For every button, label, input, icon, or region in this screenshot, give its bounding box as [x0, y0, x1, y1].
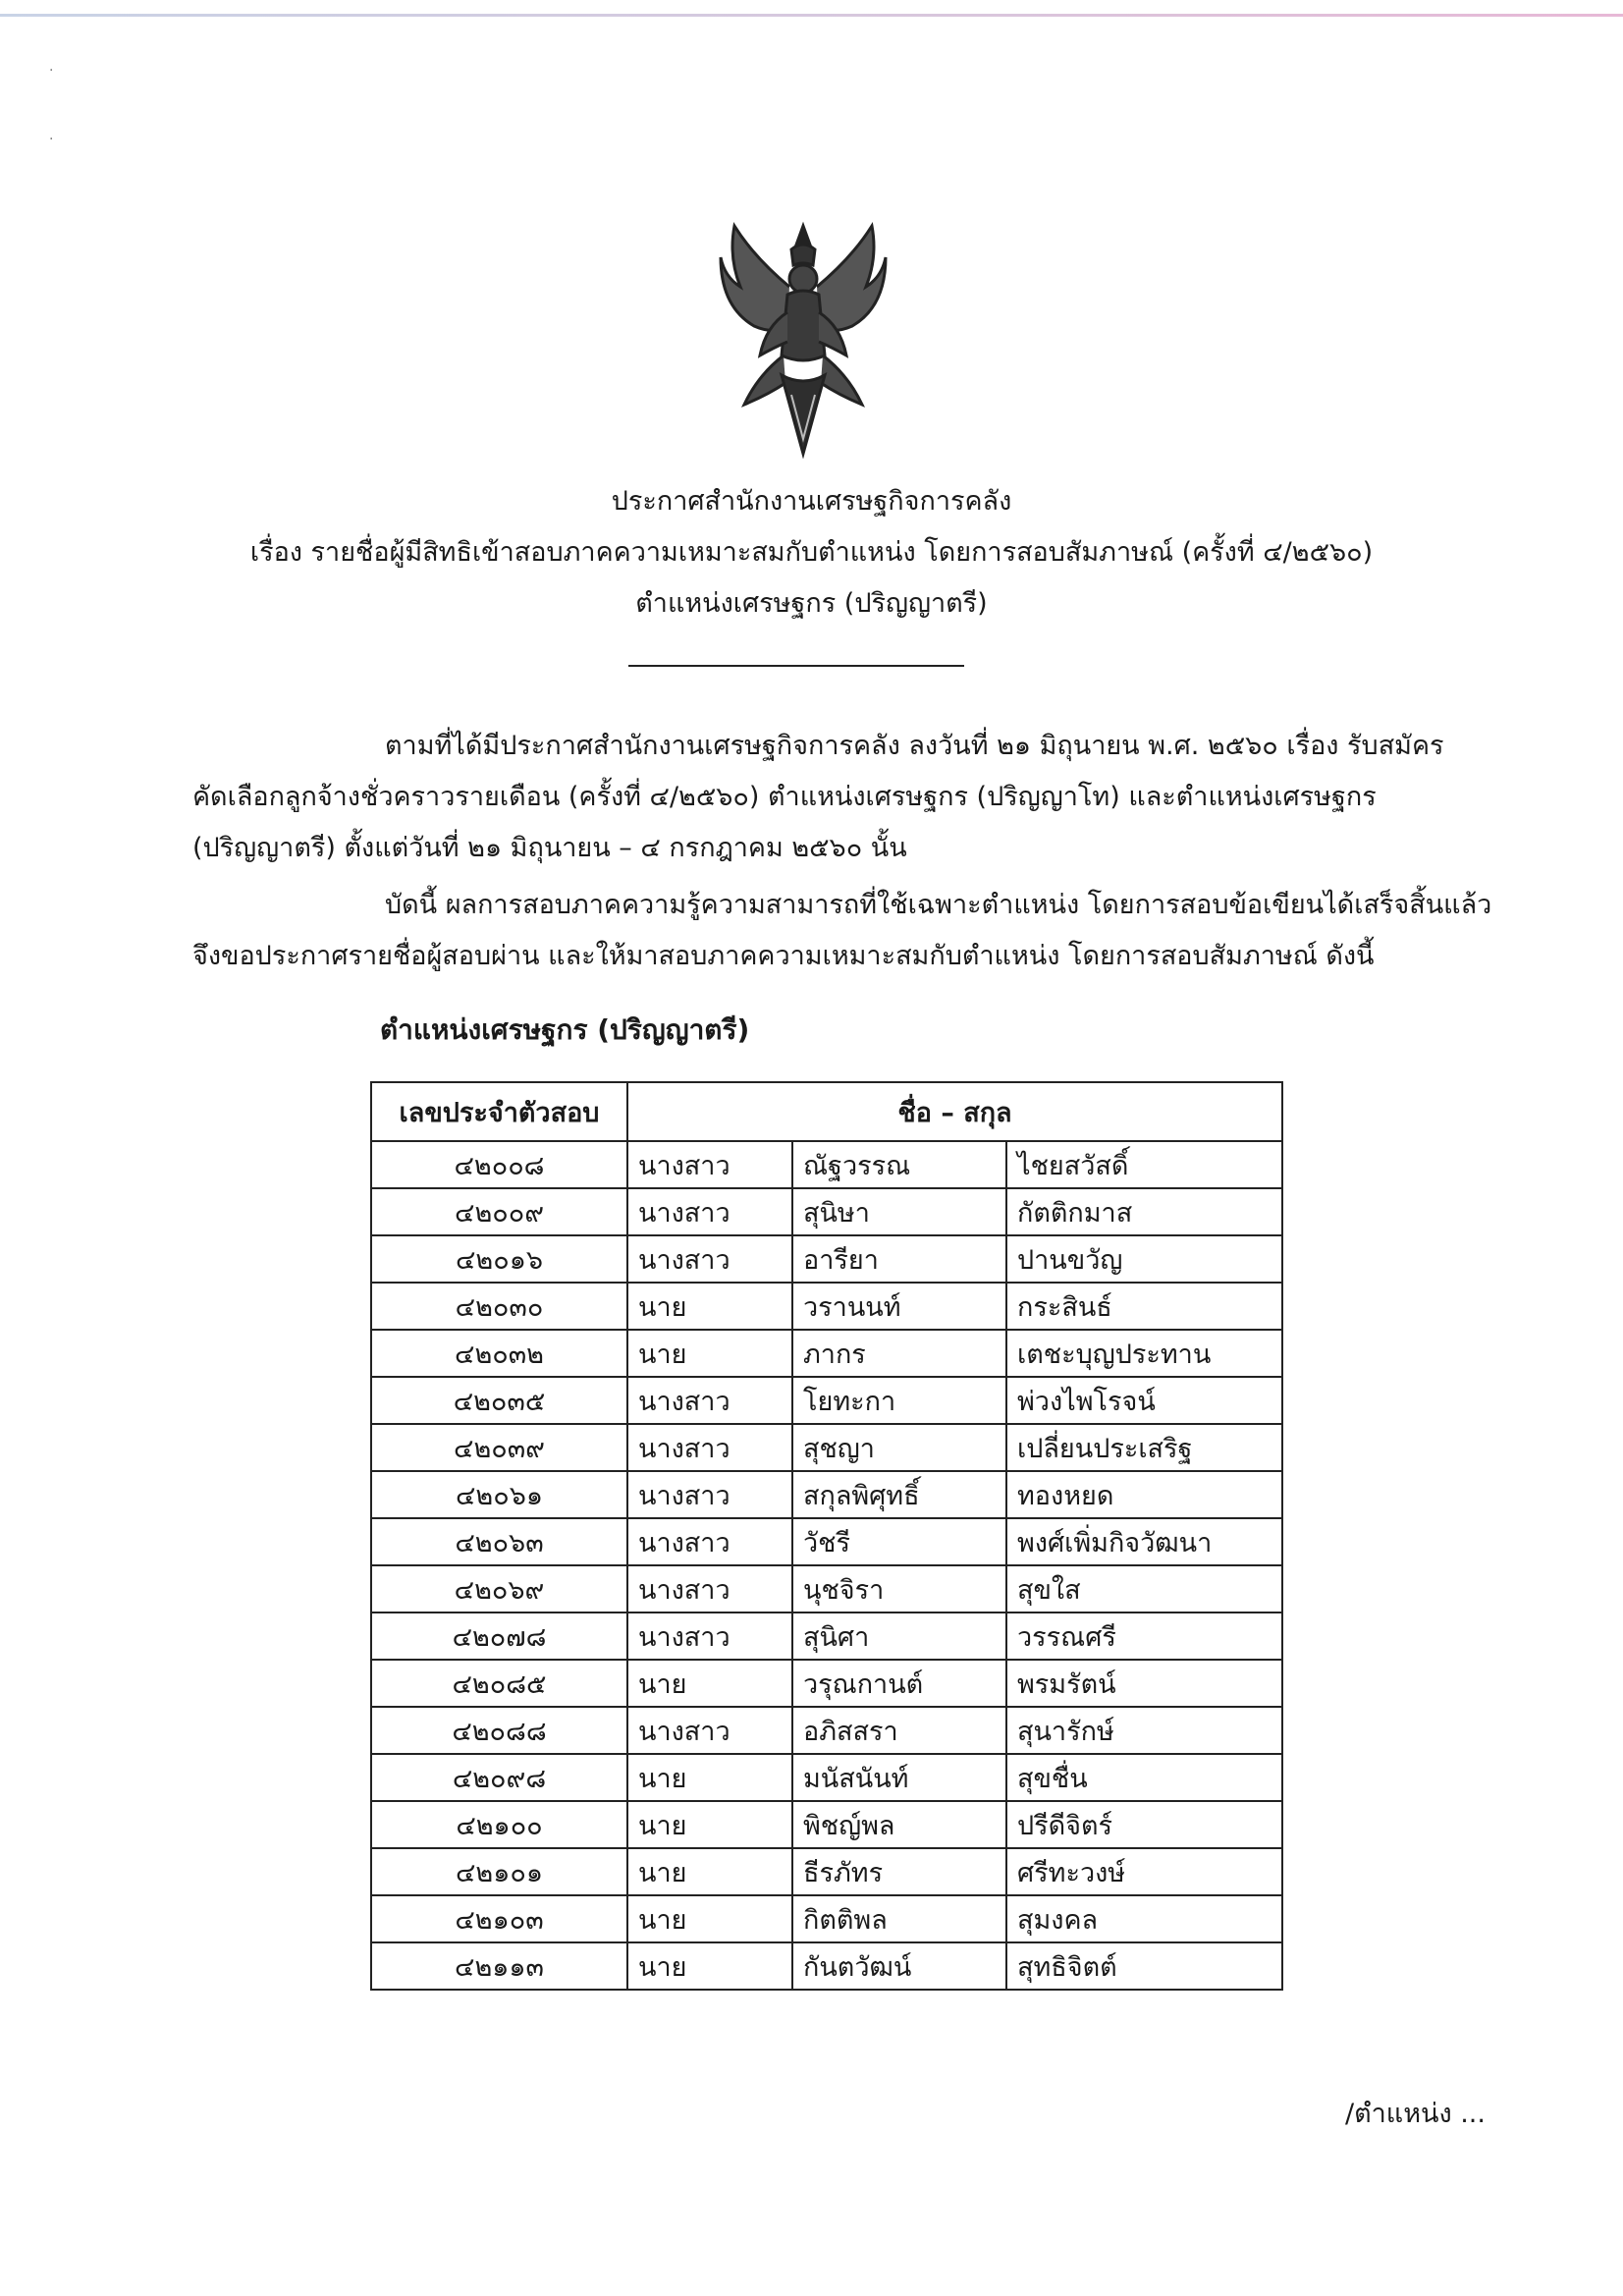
- last-name-cell: กระสินธ์: [1006, 1283, 1282, 1330]
- name-title-cell: นางสาว: [627, 1471, 792, 1518]
- exam-id-cell: ๔๒๐๓๕: [371, 1377, 627, 1424]
- table-body: [371, 1141, 1282, 1990]
- name-title-cell: นาย: [627, 1283, 792, 1330]
- exam-id-cell: ๔๒๑๐๓: [371, 1895, 627, 1942]
- garuda-emblem-icon: [715, 218, 892, 459]
- table-row: [371, 1235, 1282, 1283]
- table-row: [371, 1518, 1282, 1565]
- first-name-cell: พิชญ์พล: [792, 1801, 1006, 1848]
- name-title-cell: นางสาว: [627, 1565, 792, 1613]
- header-divider: [628, 665, 964, 667]
- exam-id-cell: ๔๒๐๓๙: [371, 1424, 627, 1471]
- table-row: [371, 1895, 1282, 1942]
- exam-id-cell: ๔๒๐๙๘: [371, 1754, 627, 1801]
- first-name-cell: สกุลพิศุทธิ์: [792, 1471, 1006, 1518]
- candidate-table: [370, 1081, 1283, 1991]
- last-name-cell: สุทธิจิตต์: [1006, 1942, 1282, 1990]
- last-name-cell: เตชะบุญประทาน: [1006, 1330, 1282, 1377]
- name-title-cell: นางสาว: [627, 1235, 792, 1283]
- header-position: ตำแหน่งเศรษฐกร (ปริญญาตรี): [635, 588, 988, 619]
- last-name-cell: ปรีดีจิตร์: [1006, 1801, 1282, 1848]
- first-name-cell: ภากร: [792, 1330, 1006, 1377]
- first-name-cell: วัชรี: [792, 1518, 1006, 1565]
- exam-id-cell: ๔๒๐๓๐: [371, 1283, 627, 1330]
- last-name-cell: กัตติกมาส: [1006, 1188, 1282, 1235]
- first-name-cell: สุชญา: [792, 1424, 1006, 1471]
- last-name-cell: ปานขวัญ: [1006, 1235, 1282, 1283]
- last-name-cell: พรมรัตน์: [1006, 1660, 1282, 1707]
- column-header-full-name: ชื่อ – สกุล: [627, 1082, 1282, 1141]
- scan-mark: ·: [49, 132, 54, 147]
- first-name-cell: วรุณกานต์: [792, 1660, 1006, 1707]
- exam-id-cell: ๔๒๐๐๙: [371, 1188, 627, 1235]
- exam-id-cell: ๔๒๐๘๕: [371, 1660, 627, 1707]
- exam-id-cell: ๔๒๐๓๒: [371, 1330, 627, 1377]
- name-title-cell: นางสาว: [627, 1188, 792, 1235]
- first-name-cell: อารียา: [792, 1235, 1006, 1283]
- last-name-cell: สุนารักษ์: [1006, 1707, 1282, 1754]
- exam-id-cell: ๔๒๐๖๙: [371, 1565, 627, 1613]
- paragraph-2-line-1: บัดนี้ ผลการสอบภาคความรู้ความสามารถที่ใช้เฉพาะตำแหน่ง โดยการสอบข้อเขียนได้เสร็จสิ้นแล้ว: [385, 890, 1492, 920]
- scan-top-line: [0, 14, 1623, 17]
- first-name-cell: สุนิษา: [792, 1188, 1006, 1235]
- first-name-cell: วรานนท์: [792, 1283, 1006, 1330]
- last-name-cell: เปลี่ยนประเสริฐ: [1006, 1424, 1282, 1471]
- first-name-cell: ธีรภัทร: [792, 1848, 1006, 1895]
- table-row: [371, 1565, 1282, 1613]
- table-row: [371, 1707, 1282, 1754]
- table-row: [371, 1613, 1282, 1660]
- table-row: [371, 1283, 1282, 1330]
- name-title-cell: นางสาว: [627, 1424, 792, 1471]
- last-name-cell: ทองหยด: [1006, 1471, 1282, 1518]
- table-row: [371, 1801, 1282, 1848]
- exam-id-cell: ๔๒๐๗๘: [371, 1613, 627, 1660]
- last-name-cell: พ่วงไพโรจน์: [1006, 1377, 1282, 1424]
- table-row: [371, 1754, 1282, 1801]
- first-name-cell: นุชจิรา: [792, 1565, 1006, 1613]
- first-name-cell: กันตวัฒน์: [792, 1942, 1006, 1990]
- name-title-cell: นางสาว: [627, 1613, 792, 1660]
- table-row: [371, 1942, 1282, 1990]
- exam-id-cell: ๔๒๐๐๘: [371, 1141, 627, 1188]
- name-title-cell: นาย: [627, 1848, 792, 1895]
- name-title-cell: นาย: [627, 1754, 792, 1801]
- section-title: ตำแหน่งเศรษฐกร (ปริญญาตรี): [380, 1013, 750, 1046]
- header-agency: ประกาศสำนักงานเศรษฐกิจการคลัง: [611, 486, 1012, 517]
- table-row: [371, 1424, 1282, 1471]
- scan-mark: ·: [49, 63, 54, 79]
- name-title-cell: นางสาว: [627, 1141, 792, 1188]
- paragraph-1-line-1: ตามที่ได้มีประกาศสำนักงานเศรษฐกิจการคลัง ลงวันที่ ๒๑ มิถุนายน พ.ศ. ๒๕๖๐ เรื่อง รับสมัคร: [385, 731, 1444, 761]
- first-name-cell: สุนิศา: [792, 1613, 1006, 1660]
- first-name-cell: กิตติพล: [792, 1895, 1006, 1942]
- last-name-cell: พงศ์เพิ่มกิจวัฒนา: [1006, 1518, 1282, 1565]
- column-header-exam-id: เลขประจำตัวสอบ: [371, 1082, 627, 1141]
- first-name-cell: ณัฐวรรณ: [792, 1141, 1006, 1188]
- table-row: [371, 1141, 1282, 1188]
- paragraph-1-line-2: คัดเลือกลูกจ้างชั่วคราวรายเดือน (ครั้งที่ ๔/๒๕๖๐) ตำแหน่งเศรษฐกร (ปริญญาโท) และตำแหน่งเศรษฐกร: [192, 782, 1377, 812]
- name-title-cell: นาย: [627, 1330, 792, 1377]
- table-row: [371, 1471, 1282, 1518]
- table-header-row: [371, 1082, 1282, 1141]
- name-title-cell: นาย: [627, 1801, 792, 1848]
- table-row: [371, 1330, 1282, 1377]
- paragraph-1-line-3: (ปริญญาตรี) ตั้งแต่วันที่ ๒๑ มิถุนายน – ๔ กรกฎาคม ๒๕๖๐ นั้น: [192, 833, 907, 863]
- table-row: [371, 1660, 1282, 1707]
- header-subject: เรื่อง รายชื่อผู้มีสิทธิเข้าสอบภาคความเหมาะสมกับตำแหน่ง โดยการสอบสัมภาษณ์ (ครั้งที่ ๔/๒๕๖๐): [249, 537, 1374, 568]
- name-title-cell: นาย: [627, 1895, 792, 1942]
- continuation-footer: /ตำแหน่ง ...: [1345, 2099, 1486, 2129]
- exam-id-cell: ๔๒๐๑๖: [371, 1235, 627, 1283]
- name-title-cell: นางสาว: [627, 1707, 792, 1754]
- name-title-cell: นางสาว: [627, 1377, 792, 1424]
- last-name-cell: สุขชื่น: [1006, 1754, 1282, 1801]
- name-title-cell: นางสาว: [627, 1518, 792, 1565]
- exam-id-cell: ๔๒๑๐๑: [371, 1848, 627, 1895]
- table-row: [371, 1848, 1282, 1895]
- paragraph-2-line-2: จึงขอประกาศรายชื่อผู้สอบผ่าน และให้มาสอบภาคความเหมาะสมกับตำแหน่ง โดยการสอบสัมภาษณ์ ดังนี้: [192, 941, 1375, 971]
- last-name-cell: สุขใส: [1006, 1565, 1282, 1613]
- exam-id-cell: ๔๒๑๑๓: [371, 1942, 627, 1990]
- last-name-cell: สุมงคล: [1006, 1895, 1282, 1942]
- exam-id-cell: ๔๒๑๐๐: [371, 1801, 627, 1848]
- last-name-cell: ไชยสวัสดิ์: [1006, 1141, 1282, 1188]
- table-row: [371, 1377, 1282, 1424]
- table-row: [371, 1188, 1282, 1235]
- name-title-cell: นาย: [627, 1942, 792, 1990]
- exam-id-cell: ๔๒๐๖๑: [371, 1471, 627, 1518]
- first-name-cell: มนัสนันท์: [792, 1754, 1006, 1801]
- exam-id-cell: ๔๒๐๘๘: [371, 1707, 627, 1754]
- last-name-cell: ศรีทะวงษ์: [1006, 1848, 1282, 1895]
- first-name-cell: โยทะกา: [792, 1377, 1006, 1424]
- first-name-cell: อภิสสรา: [792, 1707, 1006, 1754]
- exam-id-cell: ๔๒๐๖๓: [371, 1518, 627, 1565]
- name-title-cell: นาย: [627, 1660, 792, 1707]
- last-name-cell: วรรณศรี: [1006, 1613, 1282, 1660]
